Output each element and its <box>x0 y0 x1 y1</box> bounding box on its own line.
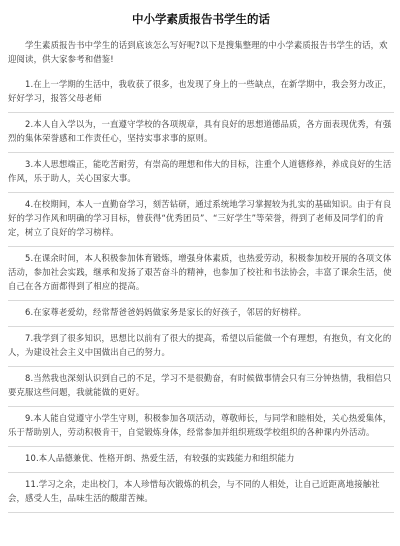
list-item <box>8 153 394 193</box>
item-number: 3. <box>25 159 34 169</box>
intro-paragraph: 学生素质报告书中学生的话到底该怎么写好呢?以下是搜集整理的中小学素质报告书学生的话，欢迎阅读，供大家参考和借鉴! <box>8 40 388 64</box>
item-text: 在家尊老爱幼，经常帮爸爸妈妈做家务是家长的好孩子，邻居的好榜样。 <box>33 307 307 317</box>
item-text: 当然我也深刻认识到自己的不足，学习不是很勤奋，有时候做事情会只有三分钟热情，我相信只要克服这些问题，我就能做的更好。 <box>8 373 392 397</box>
item-number: 4. <box>25 199 34 209</box>
item-number: 2. <box>25 119 34 129</box>
item-text: 本人自入学以为，一直遵守学校的各项规章，具有良好的思想道德品质，各方面表现优秀，有强烈的集体荣誉感和工作责任心，坚持实事求事的原则。 <box>8 119 392 143</box>
item-text: 本人思想端正，能吃苦耐劳，有崇高的理想和伟大的目标，注重个人道德修养，养成良好的生活作风，乐于助人，关心国家大事。 <box>8 159 392 183</box>
list-item <box>8 447 394 473</box>
list-item <box>8 247 394 301</box>
item-number: 11. <box>25 479 39 489</box>
list-item <box>8 73 394 113</box>
item-list <box>8 73 394 513</box>
page-title: 中小学素质报告书学生的话 <box>132 12 270 26</box>
list-item <box>8 473 394 513</box>
list-item <box>8 193 394 247</box>
item-text: 在校期间，本人一直勤奋学习，刻苦钻研，通过系统地学习掌握较为扎实的基础知识。由于有良好的学习作风和明确的学习目标，曾获得“优秀团员”、“三好学生”等荣誉，得到了老师及同学们的肯定，树立了良好的学习榜样。 <box>8 199 392 237</box>
item-number: 9. <box>25 413 34 423</box>
item-number: 1. <box>25 79 34 89</box>
item-number: 6. <box>25 307 34 317</box>
list-item <box>8 367 394 407</box>
item-text: 本人品德兼优、性格开朗、热爱生活，有较强的实践能力和组织能力 <box>38 453 295 463</box>
item-text: 我学到了很多知识，思想比以前有了很大的提高，希望以后能做一个有理想，有抱负，有文化的人，为建设社会主义中国做出自己的努力。 <box>8 333 392 357</box>
item-number: 7. <box>25 333 34 343</box>
list-item <box>8 327 394 367</box>
item-number: 5. <box>25 253 34 263</box>
item-number: 10. <box>25 453 39 463</box>
item-text: 在课余时间，本人积极参加体育锻炼，增强身体素质，也热爱劳动，积极参加校开展的各项文体活动，参加社会实践，继承和发扬了艰苦奋斗的精神，也参加了校社和书法协会，丰富了课余生活，使自己在各方面都得到了相应的提高。 <box>8 253 392 291</box>
list-item <box>8 407 394 447</box>
item-text: 学习之余，走出校门，本人珍惜每次锻炼的机会，与不同的人相处，让自己近距离地接触社会，感受人生，品味生活的酸甜苦辣。 <box>8 479 380 503</box>
list-item <box>8 113 394 153</box>
list-item <box>8 301 394 327</box>
item-text: 本人能自觉遵守小学生守则，积极参加各项活动，尊敬师长，与同学和睦相处，关心热爱集体，乐于帮助别人，劳动积极肯干，自觉锻炼身体，经常参加并组织班级学校组织的各种课内外活动。 <box>8 413 392 437</box>
item-text: 在上一学期的生活中，我收获了很多，也发现了身上的一些缺点，在新学期中，我会努力改正，好好学习，报答父母老师 <box>8 79 392 103</box>
item-number: 8. <box>25 373 34 383</box>
